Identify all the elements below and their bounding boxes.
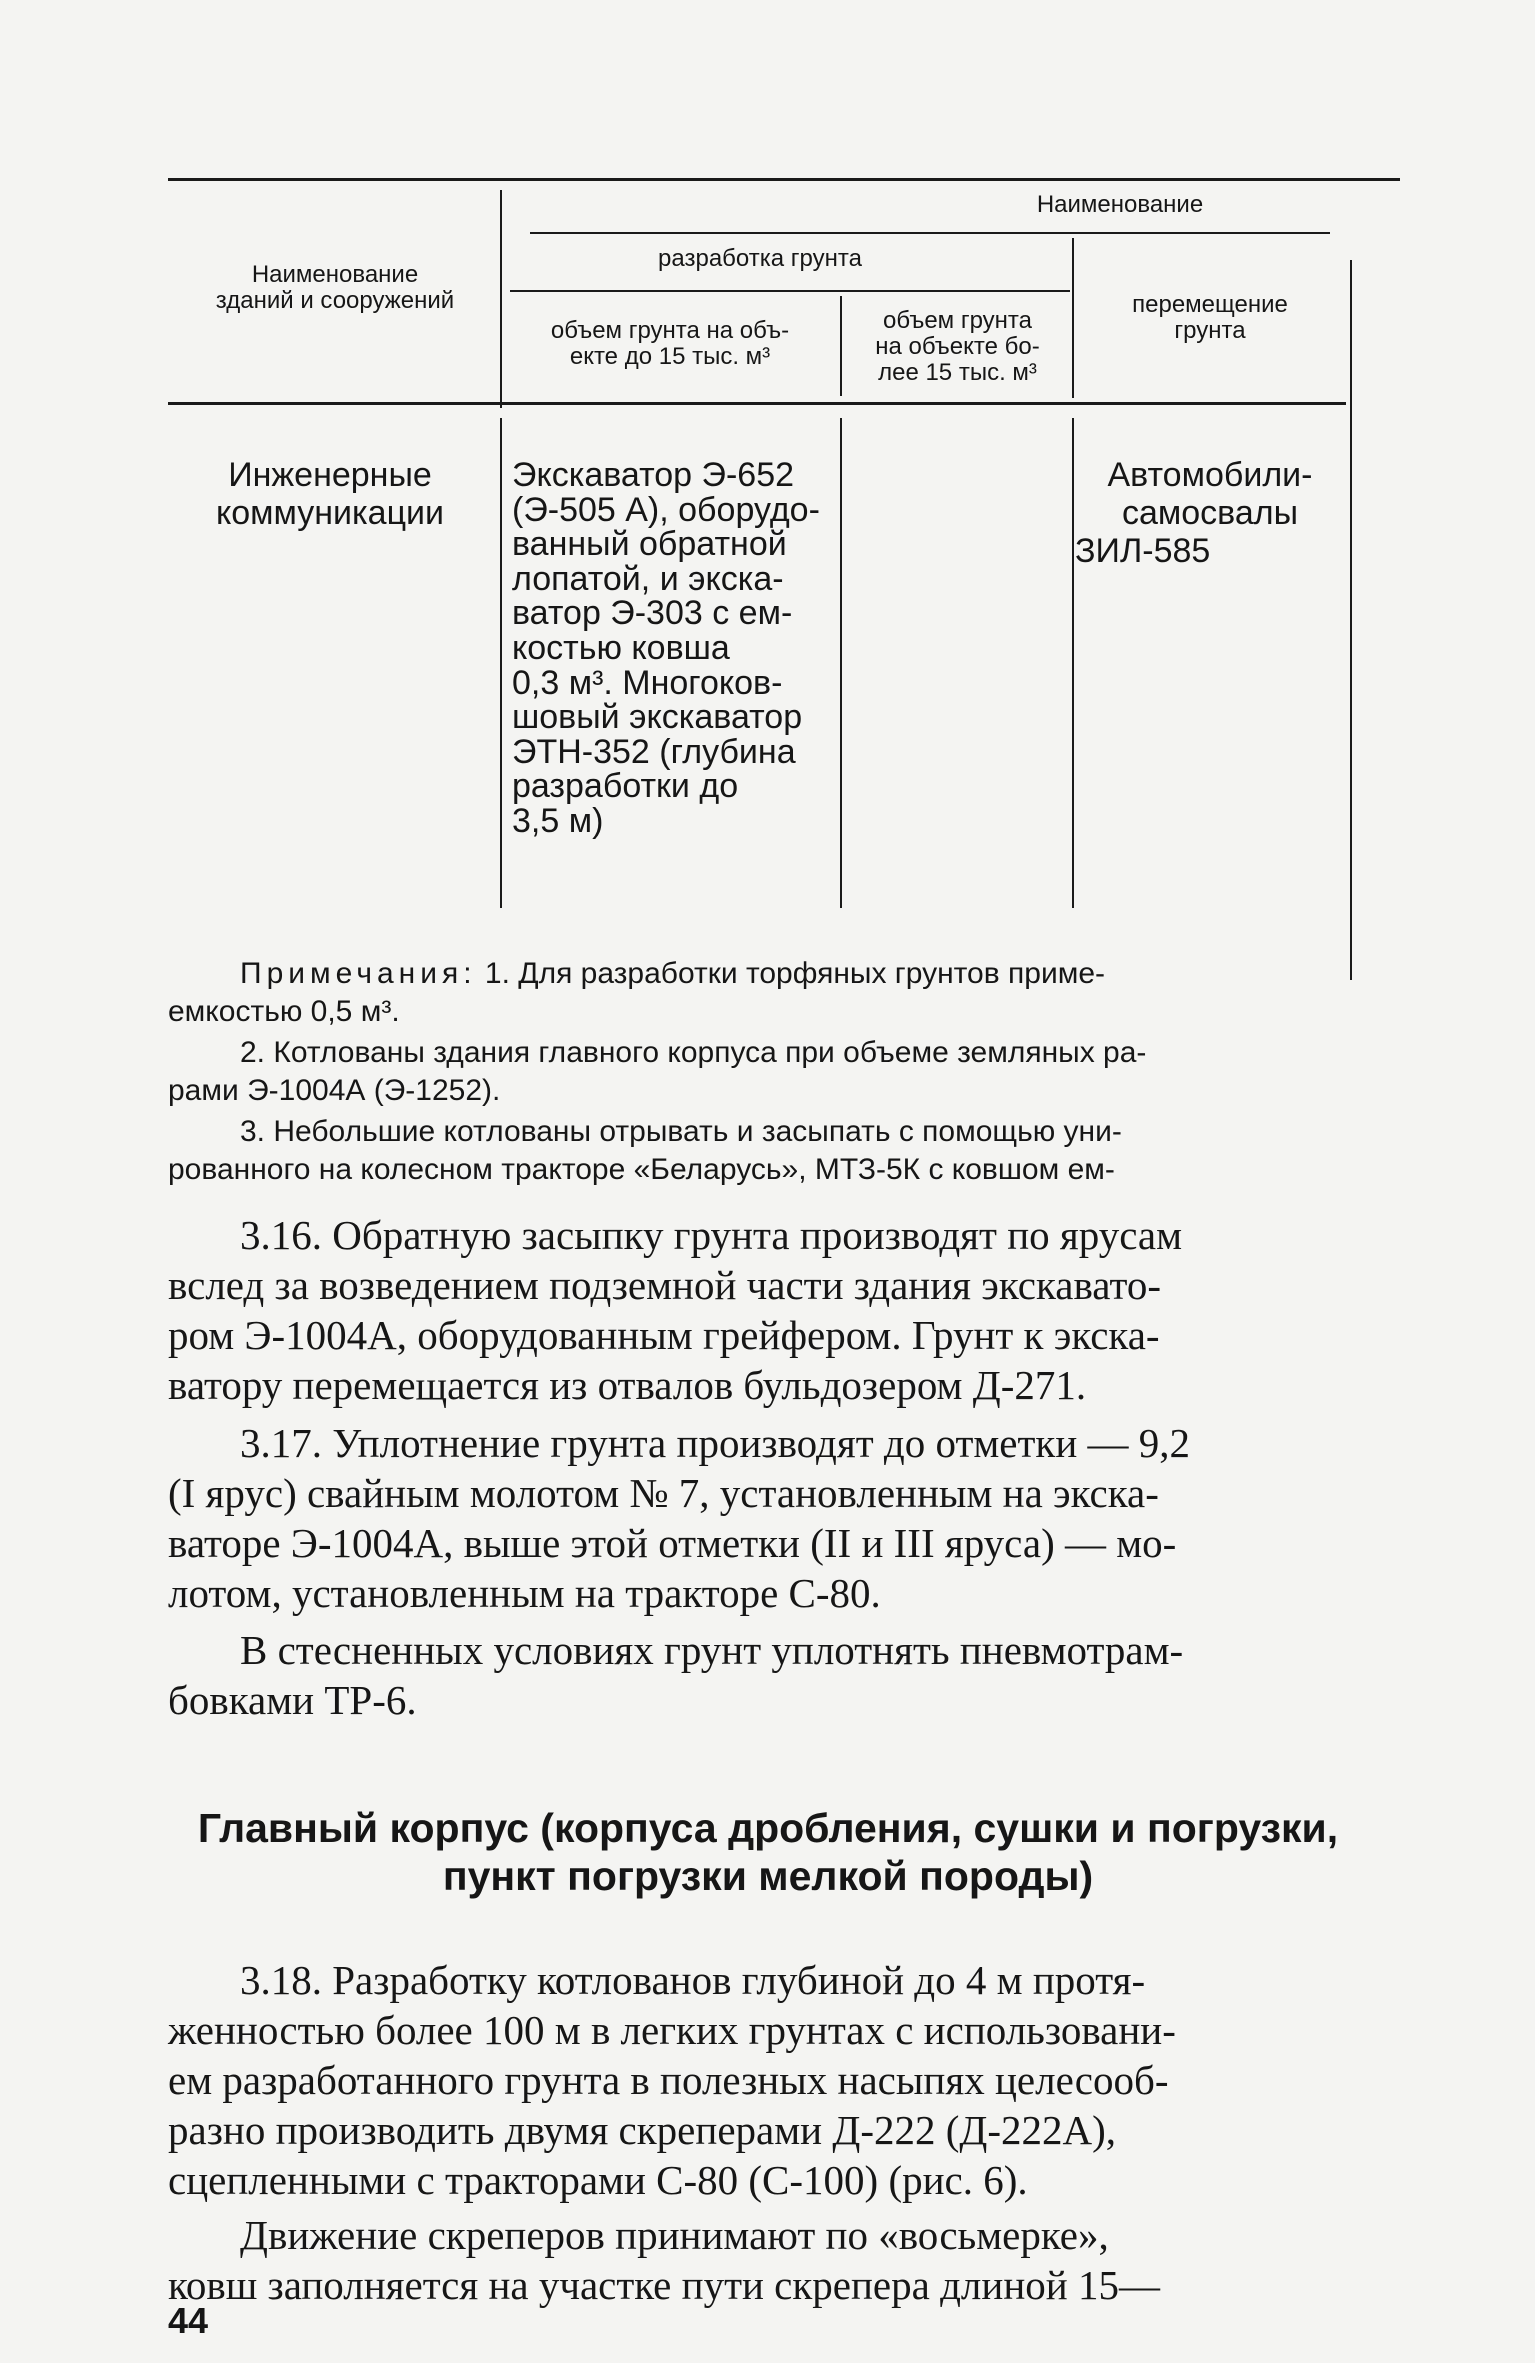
row-transport-cell: Автомобили- самосвалы ЗИЛ-585 bbox=[1075, 456, 1313, 570]
note1-cont: емкостью 0,5 м³. bbox=[168, 995, 400, 1028]
sub-over15-header: объем грунта на объекте бо- лее 15 тыс. м³ bbox=[875, 307, 1040, 386]
page-number: 44 bbox=[168, 2300, 209, 2341]
paragraph-3-17-b: В стесненных условиях грунт уплотнять пневмотрам- бовками ТР-6. bbox=[168, 1627, 1184, 1723]
col-transport-header: перемещение грунта bbox=[1132, 291, 1288, 344]
section-heading: Главный корпус (корпуса дробления, сушки и погрузки, пункт погрузки мелкой породы) bbox=[197, 1805, 1339, 1899]
col-divider-2 bbox=[840, 296, 842, 396]
note3-cont: рованного на колесном тракторе «Беларусь», МТЗ-5К с ковшом ем- bbox=[168, 1153, 1115, 1186]
header-group-rule bbox=[530, 232, 1330, 234]
col-divider-1b bbox=[500, 418, 502, 908]
equipment-line: шовый экскаватор bbox=[512, 698, 803, 737]
col-divider-2b bbox=[840, 418, 842, 908]
equipment-line: (Э-505 А), оборудо- bbox=[512, 490, 820, 529]
row-name-cell: Инженерные коммуникации bbox=[215, 456, 445, 532]
paragraph-3-17: 3.17. Уплотнение грунта производят до отметки — 9,2 (I ярус) свайным молотом № 7, установленным на экска- ваторе Э-1004А, выше этой отметки (II и III яруса) — мо- лотом, установленным на тракторе С-80. bbox=[168, 1420, 1191, 1616]
equipment-line: разработки до bbox=[512, 767, 739, 806]
note3: 3. Небольшие котлованы отрывать и засыпать с помощью уни- bbox=[240, 1115, 1122, 1148]
paragraph-3-18-b: Движение скреперов принимают по «восьмерке», ковш заполняется на участке пути скрепера длиной 15— bbox=[168, 2212, 1160, 2308]
equipment-line: лопатой, и экска- bbox=[512, 559, 784, 598]
row-equipment-cell bbox=[512, 458, 834, 839]
notes-block: Примечания: 1. Для разработки торфяных грунтов приме- bbox=[240, 957, 1106, 990]
table-top-rule bbox=[168, 178, 1400, 181]
col-buildings-header: Наименование зданий и сооружений bbox=[215, 261, 455, 314]
col-main-header: Наименование bbox=[1036, 191, 1204, 218]
right-edge bbox=[1350, 260, 1352, 980]
group-excavation-header: разработка грунта bbox=[658, 245, 862, 272]
equipment-line: 0,3 м³. Многоков- bbox=[512, 663, 783, 702]
equipment-line: ватор Э-303 с ем- bbox=[512, 594, 793, 633]
equipment-line: ванный обратной bbox=[512, 525, 787, 564]
equipment-line: ЭТН-352 (глубина bbox=[512, 732, 796, 771]
col-divider-3b bbox=[1072, 418, 1074, 908]
equipment-line: 3,5 м) bbox=[512, 801, 604, 840]
col-divider-3 bbox=[1072, 238, 1074, 398]
note2-cont: рами Э-1004А (Э-1252). bbox=[168, 1074, 501, 1107]
paragraph-3-18: 3.18. Разработку котлованов глубиной до 4 м протя- женностью более 100 м в легких грунтах с использовани- ем разработанного грунта в полезных насыпях целесооб- разно производить двумя скреперами Д-222 (Д-222А), сцепленными с тракторами С-80 (С-100) (рис. 6). bbox=[168, 1957, 1176, 2203]
header-bottom-rule bbox=[168, 402, 1346, 405]
equipment-line: Экскаватор Э-652 bbox=[512, 456, 795, 494]
col-divider-1 bbox=[500, 190, 502, 408]
paragraph-3-16: 3.16. Обратную засыпку грунта производят по ярусам вслед за возведением подземной части здания экскавато- ром Э-1004А, оборудованным грейфером. Грунт к экска- ватору перемещается из отвалов бульдозером Д-271. bbox=[168, 1212, 1183, 1408]
notes-label: Примечания: bbox=[240, 957, 477, 990]
excavation-rule bbox=[510, 290, 1070, 292]
note2: 2. Котлованы здания главного корпуса при объеме земляных ра- bbox=[240, 1036, 1147, 1069]
equipment-line: костью ковша bbox=[512, 628, 730, 667]
sub-under15-header: объем грунта на объ- екте до 15 тыс. м³ bbox=[550, 317, 790, 370]
